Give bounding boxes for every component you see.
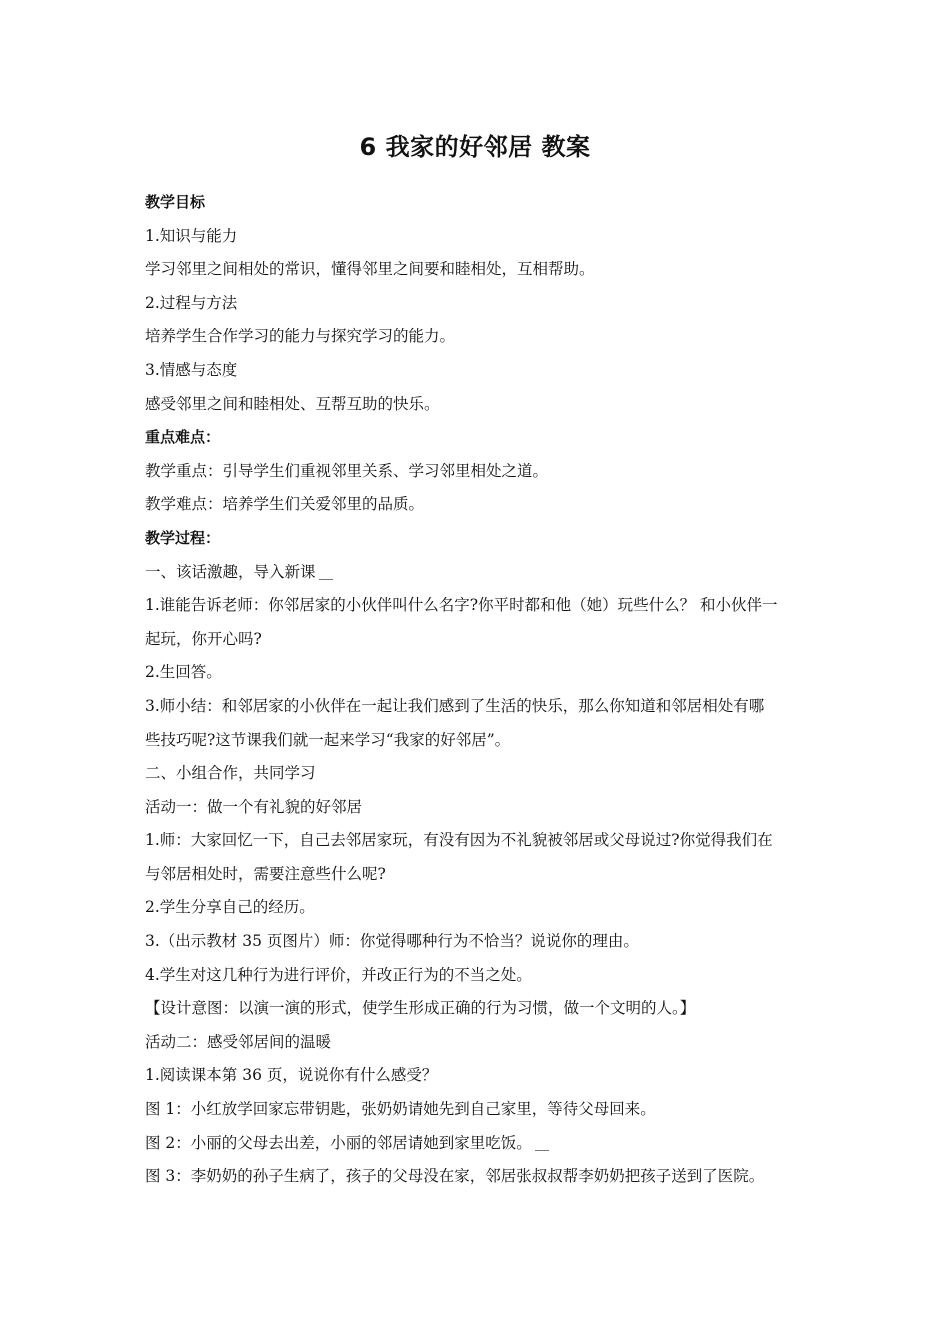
section-heading-process: 教学过程： (145, 528, 221, 547)
paragraph-line: 2.过程与方法 (145, 293, 238, 312)
paragraph-line: 1.谁能告诉老师：你邻居家的小伙伴叫什么名字?你平时都和他（她）玩些什么？ 和小伙伴一 (145, 596, 778, 615)
paragraph-line: 3.情感与态度 (145, 360, 238, 379)
paragraph-line: 培养学生合作学习的能力与探究学习的能力。 (145, 327, 456, 346)
paragraph-line: 活动一：做一个有礼貌的好邻居 (145, 797, 363, 816)
paragraph-line: 2.学生分享自己的经历。 (145, 898, 315, 917)
paragraph-text: 一、该话激趣，导入新课 (145, 562, 316, 581)
paragraph-line: 1.阅读课本第 36 页，说说你有什么感受？ (145, 1066, 438, 1085)
paragraph-text: 图 2：小丽的父母去出差，小丽的邻居请她到家里吃饭。 (145, 1133, 532, 1152)
section-heading-key-points: 重点难点： (145, 428, 221, 447)
document-body (145, 186, 810, 1194)
paragraph-line: 图 3：李奶奶的孙子生病了，孩子的父母没在家，邻居张叔叔帮李奶奶把孩子送到了医院。 (145, 1167, 765, 1186)
paragraph-line: 二、小组合作，共同学习 (145, 764, 316, 783)
paragraph-line: 1.知识与能力 (145, 226, 238, 245)
document-title: 6 我家的好邻居 教案 (359, 133, 591, 161)
paragraph-line: 4.学生对这几种行为进行评价，并改正行为的不当之处。 (145, 965, 532, 984)
paragraph-line: 3.（出示教材 35 页图片）师：你觉得哪种行为不恰当？说说你的理由。 (145, 932, 639, 951)
paragraph-line: 活动二：感受邻居间的温暖 (145, 1032, 332, 1051)
paragraph-line: 【设计意图：以演一演的形式，使学生形成正确的行为习惯，做一个文明的人。】 (145, 999, 696, 1018)
paragraph-line: 教学重点：引导学生们重视邻里关系、学习邻里相处之道。 (145, 461, 549, 480)
section-heading-objectives: 教学目标 (145, 193, 206, 211)
paragraph-line-with-mark (145, 1127, 810, 1161)
paragraph-line: 感受邻里之间和睦相处、互帮互助的快乐。 (145, 394, 440, 413)
paragraph-line: 图 1：小红放学回家忘带钥匙，张奶奶请她先到自己家里，等待父母回来。 (145, 1100, 656, 1119)
editor-mark (319, 579, 333, 580)
paragraph-line: 教学难点：培养学生们关爱邻里的品质。 (145, 495, 425, 514)
editor-mark (535, 1150, 549, 1151)
paragraph-line: 学习邻里之间相处的常识，懂得邻里之间要和睦相处，互相帮助。 (145, 260, 595, 279)
paragraph-line-with-mark (145, 556, 810, 590)
paragraph-line: 些技巧呢?这节课我们就一起来学习“我家的好邻居”。 (145, 730, 511, 749)
paragraph-line: 与邻居相处时，需要注意些什么呢? (145, 864, 386, 883)
paragraph-line: 1.师：大家回忆一下，自己去邻居家玩，有没有因为不礼貌被邻居或父母说过?你觉得我们在 (145, 831, 773, 850)
paragraph-line: 2.生回答。 (145, 663, 222, 682)
paragraph-line: 3.师小结：和邻居家的小伙伴在一起让我们感到了生活的快乐，那么你知道和邻居相处有哪 (145, 696, 765, 715)
paragraph-line: 起玩，你开心吗? (145, 629, 262, 648)
